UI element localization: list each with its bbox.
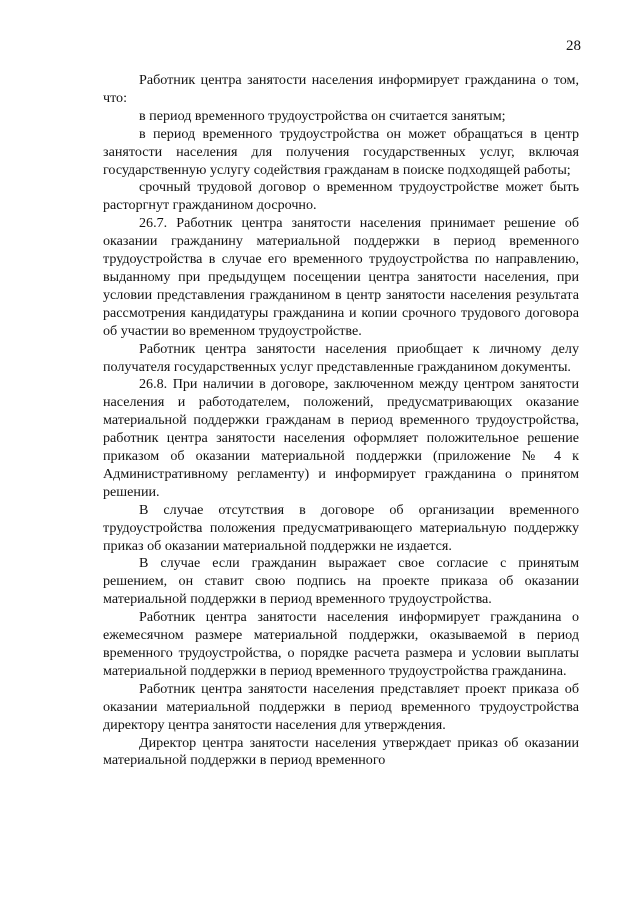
paragraph-personal-file: Работник центра занятости населения приобщает к личному делу получателя государственных услуг представленные гражданином документы. xyxy=(103,340,579,375)
paragraph-inform-amount: Работник центра занятости населения информирует гражданина о ежемесячном размере материальной поддержки, оказываемой в период временного трудоустройства, о порядке расчета размера и условии выплаты материальной поддержки в период временного трудоустройства гражданина. xyxy=(103,609,579,679)
paragraph-26-8: 26.8. При наличии в договоре, заключенном между центром занятости населения и работодателем, положений, предусматривающих оказание материальной поддержки гражданам в период временного трудоустройства, работник центра занятости населения оформляет положительное решение приказом об оказании материальной поддержки (приложение № 4 к Административному регламенту) и информирует гражданина о принятом решении. xyxy=(103,376,579,500)
paragraph-no-provision: В случае отсутствия в договоре об организации временного трудоустройства положения предусматривающего материальную поддержку приказ об оказании материальной поддержки не издается. xyxy=(103,501,579,554)
document-body xyxy=(103,72,579,770)
paragraph-director-approves: Директор центра занятости населения утверждает приказ об оказании материальной поддержки в период временного xyxy=(103,734,579,769)
paragraph-contract-termination: срочный трудовой договор о временном трудоустройстве может быть расторгнут гражданином досрочно. xyxy=(103,179,579,214)
page-number: 28 xyxy=(566,38,581,54)
paragraph-considered-employed: в период временного трудоустройства он считается занятым; xyxy=(139,107,506,124)
paragraph-signature: В случае если гражданин выражает свое согласие с принятым решением, он ставит свою подпись на проекте приказа об оказании материальной поддержки в период временного трудоустройства. xyxy=(103,555,579,608)
paragraph-may-apply: в период временного трудоустройства он может обращаться в центр занятости населения для получения государственных услуг, включая государственную услугу содействия гражданам в поиске подходящей работы; xyxy=(103,125,579,178)
paragraph-draft-order: Работник центра занятости населения представляет проект приказа об оказании материальной поддержки в период временного трудоустройства директору центра занятости населения для утверждения. xyxy=(103,680,579,733)
paragraph-inform-intro: Работник центра занятости населения информирует гражданина о том, что: xyxy=(103,72,579,106)
paragraph-26-7: 26.7. Работник центра занятости населения принимает решение об оказании гражданину материальной поддержки в период временного трудоустройства в случае его временного трудоустройства по направлению, выданному при предыдущем посещении центра занятости населения, при условии представления гражданином в центр занятости населения результата рассмотрения кандидатуры гражданина и копии срочного трудового договора об участии во временном трудоустройстве. xyxy=(103,215,579,339)
